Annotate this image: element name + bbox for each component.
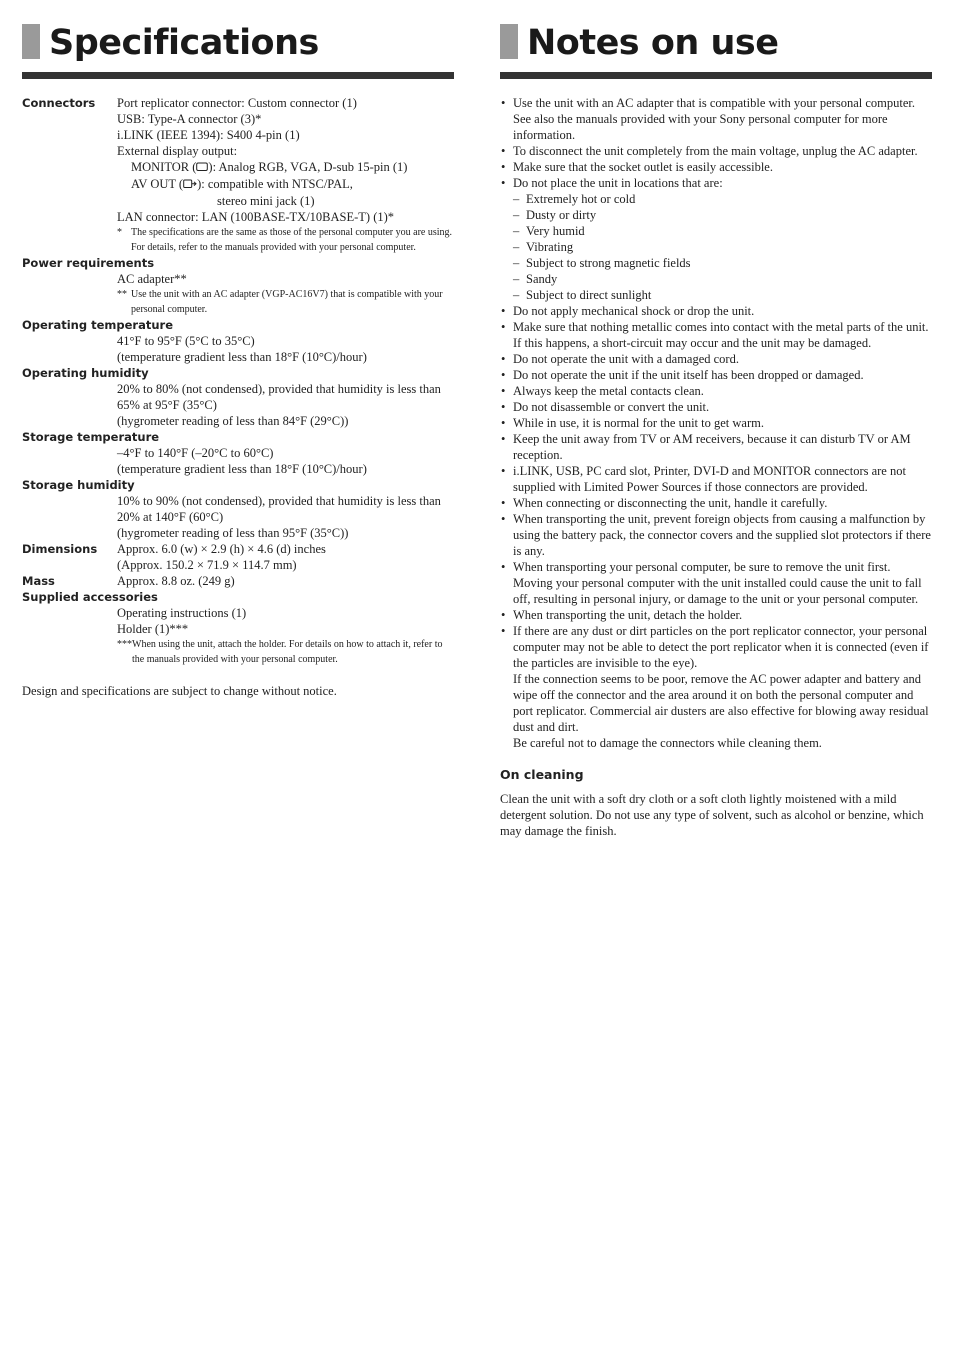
footnote-mark: ***: [117, 639, 132, 650]
title-accent-bar: [22, 24, 40, 59]
list-item: • Do not operate the unit if the unit itself has been dropped or damaged.: [500, 367, 932, 383]
list-item: • When connecting or disconnecting the unit, handle it carefully.: [500, 495, 932, 511]
spec-value-power: [22, 271, 454, 317]
list-item: • While in use, it is normal for the unit to get warm.: [500, 415, 932, 431]
spec-line: (temperature gradient less than 18°F (10°C)/hour): [117, 462, 367, 476]
spec-line: AC adapter**: [117, 272, 187, 286]
notes-title: Notes on use: [527, 23, 779, 63]
footnote-text: Use the unit with an AC adapter (VGP-AC16V7) that is compatible with your personal computer.: [131, 289, 443, 315]
specifications-title: Specifications: [49, 23, 319, 63]
footnote: [117, 288, 454, 317]
notes-list: [500, 95, 932, 751]
spec-line: stereo mini jack (1): [217, 194, 315, 208]
list-item: • When transporting your personal computer, be sure to remove the unit first. Moving your personal computer with the unit installed could cause the unit to fall off, resulting in personal injury, or damage to the unit or your personal computer.: [500, 559, 932, 607]
title-accent-bar: [500, 24, 518, 59]
spec-line: Holder (1)***: [117, 622, 189, 636]
spec-mass: [22, 573, 454, 589]
list-item: • Use the unit with an AC adapter that is compatible with your personal computer. See also the manuals provided with your Sony personal computer for more information.: [500, 95, 932, 143]
list-item: • When transporting the unit, prevent foreign objects from causing a malfunction by using the battery pack, the connector covers and the supplied slot protectors if there is any.: [500, 511, 932, 559]
spec-line: 10% to 90% (not condensed), provided that humidity is less than 20% at 140°F (60°C): [117, 494, 441, 524]
footnote-text: When using the unit, attach the holder. For details on how to attach it, refer to the manuals provided with your personal computer.: [132, 639, 443, 665]
list-item: • Keep the unit away from TV or AM receivers, because it can disturb TV or AM reception.: [500, 431, 932, 463]
spec-line: –4°F to 140°F (–20°C to 60°C): [117, 446, 274, 460]
spec-value-accessories: [22, 605, 454, 667]
list-item: • Make sure that the socket outlet is easily accessible.: [500, 159, 932, 175]
list-item: • Do not apply mechanical shock or drop the unit.: [500, 303, 932, 319]
spec-value-operating-humidity: [22, 381, 454, 429]
monitor-text-post: ): Analog RGB, VGA, D-sub 15-pin (1): [208, 160, 408, 174]
list-item: • To disconnect the unit completely from the main voltage, unplug the AC adapter.: [500, 143, 932, 159]
spec-label-operating-temperature: Operating temperature: [22, 318, 173, 332]
spec-line: Approx. 6.0 (w) × 2.9 (h) × 4.6 (d) inches: [117, 542, 326, 556]
spec-value-storage-humidity: [22, 493, 454, 541]
list-item-continuation: Be careful not to damage the connectors while cleaning them.: [513, 736, 822, 750]
spec-value: Approx. 8.8 oz. (249 g): [117, 574, 235, 588]
spec-line: (hygrometer reading of less than 84°F (29°C)): [117, 414, 349, 428]
spec-dimensions: [22, 541, 454, 573]
spec-line: Operating instructions (1): [117, 606, 247, 620]
spec-line: LAN connector: LAN (100BASE-TX/10BASE-T) (1)*: [117, 210, 395, 224]
av-text-post: ): compatible with NTSC/PAL,: [197, 177, 353, 191]
spec-label: Mass: [22, 574, 55, 588]
spec-line-av-out: [117, 176, 454, 193]
list-item-text: Do not place the unit in locations that are:: [513, 176, 723, 190]
spec-label-storage-temperature: Storage temperature: [22, 430, 160, 444]
footnote-mark: **: [117, 289, 127, 300]
spec-line: (Approx. 150.2 × 71.9 × 114.7 mm): [117, 558, 297, 572]
spec-connectors: [22, 95, 454, 255]
notes-column: [500, 22, 932, 839]
spec-value: [117, 95, 454, 255]
cleaning-text: Clean the unit with a soft dry cloth or a soft cloth lightly moistened with a mild detergent solution. Do not use any type of solvent, such as alcohol or benzine, which may damage the finish.: [500, 792, 924, 838]
spec-line: External display output:: [117, 144, 238, 158]
footnote-text: The specifications are the same as those of the personal computer you are using. For details, refer to the manuals provided with your personal computer.: [131, 227, 453, 253]
notes-body: [500, 95, 932, 839]
spec-label-power: Power requirements: [22, 256, 155, 270]
title-rule: [22, 72, 454, 79]
av-out-icon: [183, 177, 197, 193]
spec-line: (temperature gradient less than 18°F (10°C)/hour): [117, 350, 367, 364]
spec-value: [117, 541, 454, 573]
spec-line: USB: Type-A connector (3)*: [117, 112, 262, 126]
cleaning-heading: On cleaning: [500, 767, 584, 782]
spec-value-operating-temperature: [22, 333, 454, 365]
list-item: • Do not operate the unit with a damaged cord.: [500, 351, 932, 367]
spec-line: i.LINK (IEEE 1394): S400 4-pin (1): [117, 128, 300, 142]
footnote: [117, 226, 454, 255]
list-item-continuation: If the connection seems to be poor, remove the AC power adapter and battery and wipe off the connector and the area around it on both the personal computer and port replicator. Commercial air dusters are also effective for blowing away residual dust and dirt.: [513, 672, 929, 734]
list-item: • i.LINK, USB, PC card slot, Printer, DVI-D and MONITOR connectors are not supplied with Limited Power Sources if those connectors are provided.: [500, 463, 932, 495]
spec-label-accessories: Supplied accessories: [22, 590, 158, 604]
spec-line: 41°F to 95°F (5°C to 35°C): [117, 334, 255, 348]
spec-line: 20% to 80% (not condensed), provided that humidity is less than 65% at 95°F (35°C): [117, 382, 441, 412]
location-item: – Extremely hot or cold: [513, 191, 932, 207]
location-item: – Subject to strong magnetic fields: [513, 255, 932, 271]
spec-value-storage-temperature: [22, 445, 454, 477]
list-item: • When transporting the unit, detach the holder.: [500, 607, 932, 623]
list-item: • Always keep the metal contacts clean.: [500, 383, 932, 399]
list-item: [500, 623, 932, 751]
location-item: – Subject to direct sunlight: [513, 287, 932, 303]
footnote-mark: *: [117, 227, 122, 238]
location-item: – Sandy: [513, 271, 932, 287]
monitor-text-pre: MONITOR (: [131, 160, 197, 174]
av-text-pre: AV OUT (: [131, 177, 184, 191]
notes-header: [500, 22, 932, 72]
location-item: – Vibrating: [513, 239, 932, 255]
specifications-header: [22, 22, 454, 72]
spec-line: (hygrometer reading of less than 95°F (35°C)): [117, 526, 349, 540]
locations-list: [513, 191, 932, 303]
list-item: • Make sure that nothing metallic comes into contact with the metal parts of the unit. If this happens, a short-circuit may occur and the unit may be damaged.: [500, 319, 932, 351]
spec-label: Dimensions: [22, 542, 98, 556]
spec-line-monitor: [117, 159, 454, 176]
specifications-body: [22, 95, 454, 699]
spec-label-operating-humidity: Operating humidity: [22, 366, 149, 380]
change-notice: Design and specifications are subject to change without notice.: [22, 684, 337, 698]
location-item: – Very humid: [513, 223, 932, 239]
title-rule: [500, 72, 932, 79]
footnote: [117, 638, 454, 667]
location-item: – Dusty or dirty: [513, 207, 932, 223]
spec-label-storage-humidity: Storage humidity: [22, 478, 135, 492]
specifications-column: [22, 22, 454, 699]
list-item: • Do not disassemble or convert the unit.: [500, 399, 932, 415]
monitor-icon: [196, 160, 208, 176]
list-item-text: • If there are any dust or dirt particles on the port replicator connector, your personal computer may not be able to detect the port replicator when it is connected (even if the particles are invisible to the eye).: [513, 624, 929, 670]
spec-label: Connectors: [22, 96, 96, 110]
spec-line: Port replicator connector: Custom connector (1): [117, 96, 357, 110]
list-item: [500, 175, 932, 303]
